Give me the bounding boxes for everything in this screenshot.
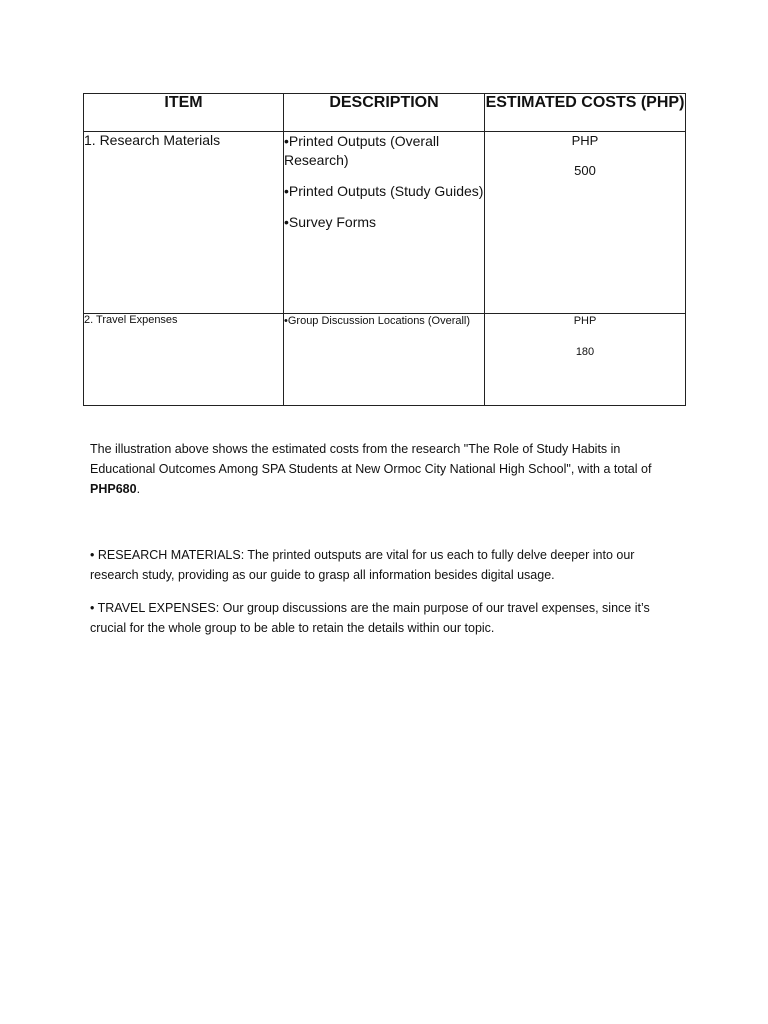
cost-currency: PHP [571,133,599,148]
summary-text: The illustration above shows the estimated costs from the research "The Role of Study Habits in Educational Outcomes Among SPA Students at New Ormoc City National High School", with a total of [90,442,652,476]
summary-paragraph [90,439,680,499]
header-estimated-costs: ESTIMATED COSTS (PHP) [485,94,686,132]
cost-amount: 180 [575,346,595,358]
table-header-row [84,94,686,132]
budget-table [83,93,686,406]
travel-expenses-note: • TRAVEL EXPENSES: Our group discussions are the main purpose of our travel expenses, since it’s crucial for the whole group to be able to retain the details within our topic. [90,601,650,635]
row-cost-travel-expenses [485,314,686,406]
description-bullet: •Group Discussion Locations (Overall) [284,315,471,327]
table-row [84,132,686,314]
row-item-travel-expenses: 2. Travel Expenses [84,314,284,406]
summary-total: PHP680 [90,482,137,496]
cost-amount: 500 [574,163,596,178]
description-bullet: •Printed Outputs (Study Guides) [284,183,484,199]
description-bullet: •Printed Outputs (Overall Research) [284,133,440,168]
header-description: DESCRIPTION [284,94,485,132]
research-materials-note: • RESEARCH MATERIALS: The printed outsputs are vital for us each to fully delve deeper into our research study, providing as our guide to grasp all information besides digital usage. [90,548,635,582]
row-description-research-materials [284,132,485,314]
row-item-research-materials: 1. Research Materials [84,132,284,314]
table-row [84,314,686,406]
row-cost-research-materials [485,132,686,314]
header-item: ITEM [84,94,284,132]
description-bullet: •Survey Forms [284,214,377,230]
summary-end: . [136,482,141,496]
row-description-travel-expenses [284,314,485,406]
cost-currency: PHP [573,315,597,327]
